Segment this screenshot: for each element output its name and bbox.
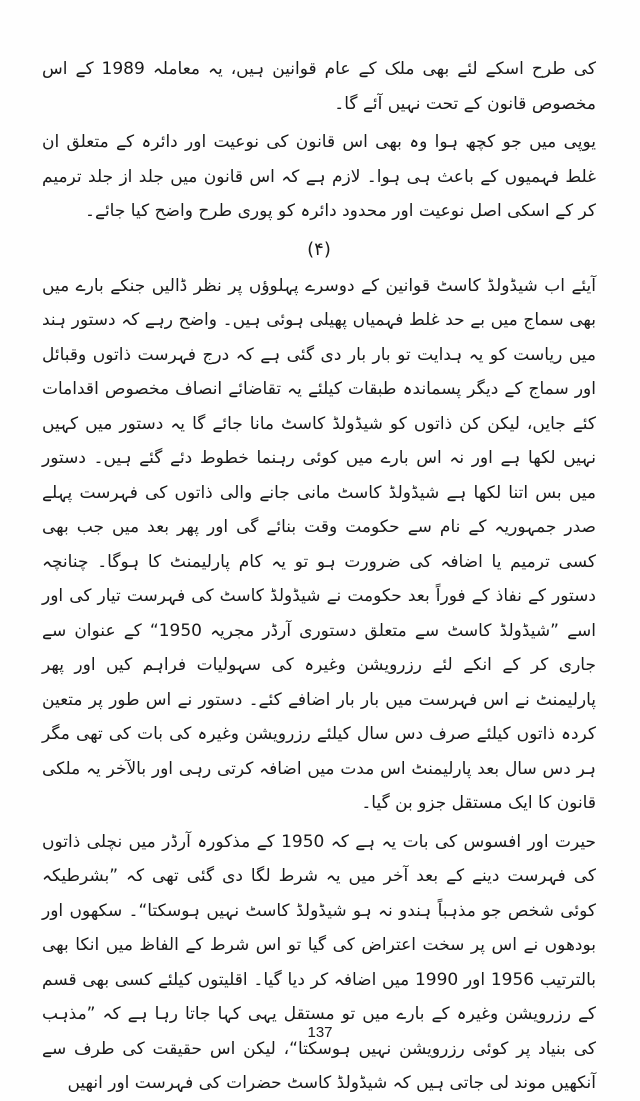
paragraph: یوپی میں جو کچھ ہوا وہ بھی اس قانون کی نوعیت اور دائرہ کے متعلق ان غلط فہمیوں کے باعث ہی ہوا۔ لازم ہے کہ اس قانون میں جلد از جلد ترمیم کر کے اسکی اصل نوعیت اور محدود دائرہ کو پوری طرح واضح کیا جائے۔ (42, 132, 596, 221)
section-number: (۴) (307, 238, 331, 260)
paragraph: حیرت اور افسوس کی بات یہ ہے کہ 1950 کے مذکورہ آرڈر میں نچلی ذاتوں کی فہرست دینے کے بعد آخر میں یہ شرط لگا دی گئی تھی کہ ”بشرطیکہ کوئی شخص جو مذہباً ہندو نہ ہو شیڈولڈ کاسٹ نہیں ہوسکتا“۔ سکھوں اور بودھوں نے اس پر سخت اعتراض کی گیا تو اس شرط کے الفاظ میں انکا بھی بالترتیب 1956 اور 1990 میں اضافہ کر دیا گیا۔ اقلیتوں کیلئے کسی بھی قسم کے رزرویشن وغیرہ کے بارے میں تو مستقل یہی کہا جاتا رہا ہے کہ ”مذہب کی بنیاد پر کوئی رزرویشن نہیں ہوسکتا“، لیکن اس حقیقت کی طرف سے آنکھیں موند لی جاتی ہیں کہ شیڈولڈ کاسٹ حضرات کی فہرست اور انھیں (42, 831, 596, 1093)
paragraph: آیئے اب شیڈولڈ کاسٹ قوانین کے دوسرے پہلوؤں پر نظر ڈالیں جنکے بارے میں بھی سماج میں بے حد غلط فہمیاں پھیلی ہوئی ہیں۔ واضح رہے کہ دستور ہند میں ریاست کو یہ ہدایت تو بار بار دی گئی ہے کہ درج فہرست ذاتوں وقبائل اور سماج کے دیگر پسماندہ طبقات کیلئے یہ تقاضائے انصاف مخصوص اقدامات کئے جایں، لیکن کن ذاتوں کو شیڈولڈ کاسٹ مانا جائے گا یہ دستور میں کہیں نہیں لکھا ہے اور نہ اس بارے میں کوئی رہنما خطوط دئے گئے ہیں۔ دستور میں بس اتنا لکھا ہے شیڈولڈ کاسٹ مانی جانے والی ذاتوں کی فہرست پہلے صدر جمہوریہ کے نام سے حکومت وقت بنائے گی اور پھر بعد میں جب بھی کسی ترمیم یا اضافہ کی ضرورت ہو تو یہ کام پارلیمنٹ کا ہوگا۔ چنانچہ دستور کے نفاذ کے فوراً بعد حکومت نے شیڈولڈ کاسٹ کی فہرست تیار کی اور اسے ”شیڈولڈ کاسٹ سے متعلق دستوری آرڈر مجریہ 1950“ کے عنوان سے جاری کر کے انکے لئے رزرویشن وغیرہ کی سہولیات فراہم کیں اور پھر پارلیمنٹ نے اس فہرست میں بار بار اضافے کئے۔ دستور نے اس طور پر متعین کردہ ذاتوں کیلئے صرف دس سال کیلئے رزرویشن وغیرہ کی بات کی تھی مگر ہر دس سال بعد پارلیمنٹ اس مدت میں اضافہ کرتی رہی اور بالآخر یہ ملکی قانون کا ایک مستقل جزو بن گیا۔ (42, 275, 596, 813)
paragraph: کی طرح اسکے لئے بھی ملک کے عام قوانین ہیں، یہ معاملہ 1989 کے اس مخصوص قانون کے تحت نہیں آئے گا۔ (42, 59, 596, 114)
page-number: 137 (307, 1024, 333, 1041)
